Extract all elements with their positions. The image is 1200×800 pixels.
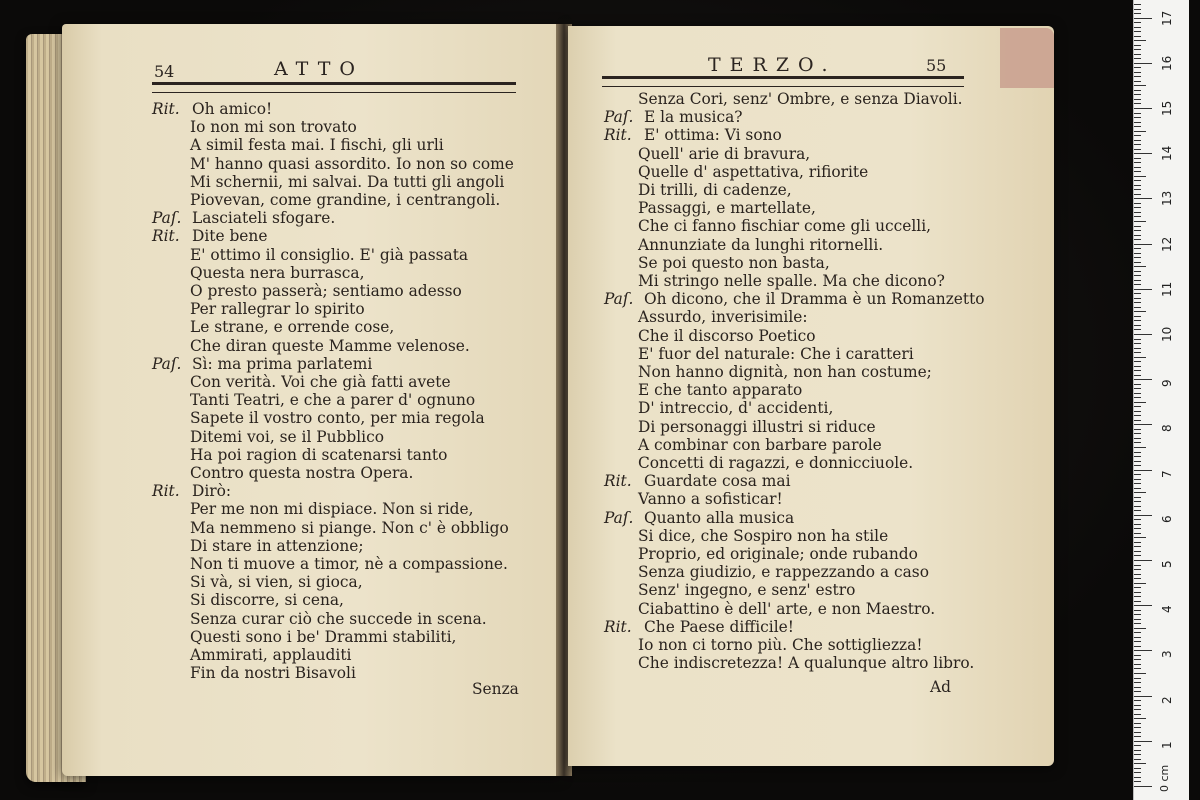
text-line: E' ottima: Vi sono xyxy=(644,126,782,145)
ruler-tick xyxy=(1134,370,1141,371)
text-line: Che Paese difficile! xyxy=(644,617,794,636)
ruler-tick xyxy=(1134,244,1152,245)
ruler-tick xyxy=(1134,85,1146,86)
left-page xyxy=(62,24,560,776)
ruler-tick xyxy=(1134,565,1141,566)
ruler-tick xyxy=(1134,479,1141,480)
ruler-tick xyxy=(1134,203,1141,204)
ruler-number: 17 xyxy=(1160,10,1174,26)
page-corner-tab xyxy=(1000,28,1054,88)
text-line: Ha poi ragion di scatenarsi tanto xyxy=(190,445,448,464)
ruler-tick xyxy=(1134,27,1141,28)
ruler-tick xyxy=(1134,302,1141,303)
speaker-label: Rit. xyxy=(604,617,632,636)
ruler-tick xyxy=(1134,316,1141,317)
ruler-tick xyxy=(1134,506,1141,507)
ruler-tick xyxy=(1134,420,1141,421)
ruler-tick xyxy=(1134,664,1141,665)
ruler-tick xyxy=(1134,605,1152,606)
ruler-tick xyxy=(1134,623,1141,624)
ruler-number: 8 xyxy=(1160,424,1174,433)
right-header-rule xyxy=(602,76,964,87)
ruler-tick xyxy=(1134,492,1146,493)
text-line: Questa nera burrasca, xyxy=(190,263,365,282)
ruler-tick xyxy=(1134,49,1141,50)
ruler-tick xyxy=(1134,777,1141,778)
text-line: Oh dicono, che il Dramma è un Romanzetto xyxy=(644,290,985,309)
ruler-tick xyxy=(1134,501,1141,502)
ruler-tick xyxy=(1134,393,1141,394)
ruler-tick xyxy=(1134,461,1141,462)
ruler-number: 6 xyxy=(1160,515,1174,523)
ruler-tick xyxy=(1134,158,1141,159)
left-catchword: Senza xyxy=(472,680,519,698)
ruler-tick xyxy=(1134,429,1141,430)
ruler-tick xyxy=(1134,727,1141,728)
right-page xyxy=(568,26,1054,766)
text-line: D' intreccio, d' accidenti, xyxy=(638,399,834,418)
ruler-tick xyxy=(1134,239,1141,240)
speaker-label: Paſ. xyxy=(152,209,182,228)
right-catchword: Ad xyxy=(930,678,951,696)
ruler-tick xyxy=(1134,54,1141,55)
ruler-number: 10 xyxy=(1160,326,1174,342)
ruler-tick xyxy=(1134,691,1141,692)
ruler-tick xyxy=(1134,637,1141,638)
ruler-tick xyxy=(1134,447,1146,448)
text-line: Se poi questo non basta, xyxy=(638,253,830,272)
ruler-tick xyxy=(1134,13,1141,14)
speaker-label: Rit. xyxy=(604,126,632,145)
ruler-tick xyxy=(1134,320,1141,321)
ruler-tick xyxy=(1134,628,1146,629)
text-line: Mi schernii, mi salvai. Da tutti gli angoli xyxy=(190,172,505,191)
ruler-tick xyxy=(1134,31,1141,32)
ruler-tick xyxy=(1134,714,1141,715)
ruler-tick xyxy=(1134,176,1146,177)
ruler-tick xyxy=(1134,497,1141,498)
ruler-tick xyxy=(1134,253,1141,254)
ruler-number: 1 xyxy=(1160,741,1174,749)
ruler-tick xyxy=(1134,113,1141,114)
ruler-tick xyxy=(1134,311,1146,312)
ruler-tick xyxy=(1134,122,1141,123)
ruler-tick xyxy=(1134,610,1141,611)
ruler-number: 7 xyxy=(1160,469,1174,478)
ruler-tick xyxy=(1134,366,1141,367)
ruler-tick xyxy=(1134,528,1141,529)
text-line: Assurdo, inverisimile: xyxy=(638,308,808,327)
ruler-tick xyxy=(1134,596,1141,597)
text-line: Questi sono i be' Drammi stabiliti, xyxy=(190,627,457,646)
ruler-tick xyxy=(1134,194,1141,195)
speaker-label: Paſ. xyxy=(604,290,634,309)
ruler-tick xyxy=(1134,207,1141,208)
ruler-tick xyxy=(1134,759,1141,760)
ruler-tick xyxy=(1134,786,1152,787)
ruler-tick xyxy=(1134,524,1141,525)
ruler-tick xyxy=(1134,149,1141,150)
ruler-tick xyxy=(1134,650,1152,651)
ruler-tick xyxy=(1134,781,1141,782)
text-line: Di trilli, di cadenze, xyxy=(638,181,792,199)
text-line: Di stare in attenzione; xyxy=(190,536,364,555)
text-line: Ma nemmeno si piange. Non c' è obbligo xyxy=(190,518,509,537)
right-page-number: 55 xyxy=(926,56,947,75)
text-line: Che diran queste Mamme velenose. xyxy=(190,336,470,355)
ruler-tick xyxy=(1134,406,1141,407)
ruler-tick xyxy=(1134,632,1141,633)
ruler-tick xyxy=(1134,117,1141,118)
left-header-rule xyxy=(152,82,516,93)
ruler-tick xyxy=(1134,678,1141,679)
ruler-tick xyxy=(1134,248,1141,249)
ruler-tick xyxy=(1134,763,1146,764)
ruler-tick xyxy=(1134,72,1141,73)
ruler-number: 13 xyxy=(1160,191,1174,207)
text-line: Senz' ingegno, e senz' estro xyxy=(638,581,856,600)
text-line: Che indiscretezza! A qualunque altro libro. xyxy=(638,654,975,673)
text-line: Dite bene xyxy=(192,227,268,246)
ruler-tick xyxy=(1134,433,1141,434)
ruler-tick xyxy=(1134,63,1152,64)
ruler-unit-label: 0 cm xyxy=(1158,764,1171,792)
ruler-tick xyxy=(1134,103,1141,104)
text-line: Ciabattino è dell' arte, e non Maestro. xyxy=(638,599,936,618)
ruler-tick xyxy=(1134,198,1152,199)
ruler-tick xyxy=(1134,456,1141,457)
text-line: Sì: ma prima parlatemi xyxy=(192,354,373,373)
speaker-label: Rit. xyxy=(152,482,180,501)
ruler-tick xyxy=(1134,153,1152,154)
ruler-tick xyxy=(1134,280,1141,281)
ruler-tick xyxy=(1134,601,1141,602)
text-line: O presto passerà; sentiamo adesso xyxy=(190,282,462,300)
text-line: Che il discorso Poetico xyxy=(638,326,816,345)
ruler-number: 5 xyxy=(1160,560,1174,568)
text-line: Annunziate da lunghi ritornelli. xyxy=(638,235,884,254)
ruler-tick xyxy=(1134,271,1141,272)
ruler-tick xyxy=(1134,614,1141,615)
text-line: Senza Cori, senz' Ombre, e senza Diavoli. xyxy=(638,90,963,108)
ruler-tick xyxy=(1134,289,1152,290)
ruler-tick xyxy=(1134,171,1141,172)
ruler-tick xyxy=(1134,415,1141,416)
ruler-tick xyxy=(1134,298,1141,299)
ruler-tick xyxy=(1134,745,1141,746)
ruler-tick xyxy=(1134,646,1141,647)
ruler-tick xyxy=(1134,226,1141,227)
ruler-number: 9 xyxy=(1160,379,1174,388)
ruler-tick xyxy=(1134,293,1141,294)
ruler-tick xyxy=(1134,452,1141,453)
ruler-tick xyxy=(1134,167,1141,168)
text-line: E la musica? xyxy=(644,108,743,127)
ruler-tick xyxy=(1134,384,1141,385)
text-line: Io non ci torno più. Che sottigliezza! xyxy=(638,636,923,654)
ruler-tick xyxy=(1134,555,1141,556)
ruler-tick xyxy=(1134,397,1141,398)
ruler-tick xyxy=(1134,709,1141,710)
text-line: Non ti muove a timor, nè a compassione. xyxy=(190,555,508,573)
ruler-tick xyxy=(1134,682,1141,683)
text-line: Oh amico! xyxy=(192,100,273,118)
ruler-tick xyxy=(1134,736,1141,737)
speaker-label: Paſ. xyxy=(604,108,634,127)
ruler-tick xyxy=(1134,551,1141,552)
ruler-number: 2 xyxy=(1160,695,1174,704)
ruler-tick xyxy=(1134,655,1141,656)
ruler-tick xyxy=(1134,705,1141,706)
text-line: E che tanto apparato xyxy=(638,381,803,400)
ruler-tick xyxy=(1134,18,1152,19)
speaker-label: Rit. xyxy=(152,227,180,246)
ruler-tick xyxy=(1134,388,1141,389)
text-line: Ammirati, applauditi xyxy=(190,646,352,664)
text-line: Concetti di ragazzi, e donnicciuole. xyxy=(638,454,914,472)
ruler-tick xyxy=(1134,533,1141,534)
text-line: Quell' arie di bravura, xyxy=(638,144,811,163)
ruler-tick xyxy=(1134,221,1146,222)
ruler-tick xyxy=(1134,266,1146,267)
ruler-tick xyxy=(1134,257,1141,258)
ruler-number: 16 xyxy=(1160,55,1174,71)
text-line: Si dice, che Sospiro non ha stile xyxy=(638,526,889,545)
speaker-label: Rit. xyxy=(604,472,632,491)
text-line: Sapete il vostro conto, per mia regola xyxy=(190,409,485,428)
ruler-tick xyxy=(1134,560,1152,561)
speaker-label: Paſ. xyxy=(604,508,634,527)
ruler-tick xyxy=(1134,619,1141,620)
ruler-tick xyxy=(1134,542,1141,543)
text-line: Non hanno dignità, non han costume; xyxy=(638,363,932,381)
measurement-ruler xyxy=(1133,0,1189,800)
text-line: Vanno a sofisticar! xyxy=(638,490,783,509)
ruler-tick xyxy=(1134,235,1141,236)
text-line: Si và, si vien, si gioca, xyxy=(190,573,363,592)
ruler-tick xyxy=(1134,750,1141,751)
ruler-tick xyxy=(1134,334,1152,335)
ruler-tick xyxy=(1134,339,1141,340)
ruler-tick xyxy=(1134,94,1141,95)
ruler-tick xyxy=(1134,696,1152,697)
ruler-tick xyxy=(1134,22,1141,23)
text-line: Passaggi, e martellate, xyxy=(638,199,816,218)
ruler-tick xyxy=(1134,99,1141,100)
ruler-tick xyxy=(1134,216,1141,217)
ruler-tick xyxy=(1134,768,1141,769)
text-line: Le strane, e orrende cose, xyxy=(190,318,395,337)
ruler-tick xyxy=(1134,510,1141,511)
ruler-tick xyxy=(1134,569,1141,570)
text-line: Fin da nostri Bisavoli xyxy=(190,664,356,683)
text-line: Senza curar ciò che succede in scena. xyxy=(190,609,487,628)
ruler-tick xyxy=(1134,411,1141,412)
ruler-tick xyxy=(1134,673,1146,674)
left-running-head: ATTO xyxy=(274,58,364,80)
ruler-tick xyxy=(1134,36,1141,37)
text-line: Di personaggi illustri si riduce xyxy=(638,417,876,436)
ruler-tick xyxy=(1134,474,1141,475)
text-line: Per me non mi dispiace. Non si ride, xyxy=(190,500,474,519)
ruler-tick xyxy=(1134,352,1141,353)
ruler-tick xyxy=(1134,357,1146,358)
ruler-number: 15 xyxy=(1160,100,1174,116)
ruler-tick xyxy=(1134,45,1141,46)
ruler-tick xyxy=(1134,546,1141,547)
ruler-tick xyxy=(1134,741,1152,742)
ruler-tick xyxy=(1134,772,1141,773)
text-line: Ditemi voi, se il Pubblico xyxy=(190,427,384,446)
text-line: E' fuor del naturale: Che i caratteri xyxy=(638,344,914,363)
ruler-tick xyxy=(1134,185,1141,186)
ruler-tick xyxy=(1134,424,1152,425)
ruler-tick xyxy=(1134,230,1141,231)
ruler-tick xyxy=(1134,641,1141,642)
ruler-tick xyxy=(1134,587,1141,588)
ruler-tick xyxy=(1134,488,1141,489)
ruler-tick xyxy=(1134,307,1141,308)
speaker-label: Rit. xyxy=(152,100,180,118)
left-page-number: 54 xyxy=(154,62,175,81)
text-line: Quelle d' aspettativa, rifiorite xyxy=(638,162,869,181)
ruler-tick xyxy=(1134,483,1141,484)
ruler-tick xyxy=(1134,76,1141,77)
text-line: M' hanno quasi assordito. Io non so come xyxy=(190,154,514,173)
right-running-head: TERZO. xyxy=(708,54,837,76)
ruler-tick xyxy=(1134,574,1141,575)
text-line: Io non mi son trovato xyxy=(190,118,357,137)
text-line: Proprio, ed originale; onde rubando xyxy=(638,545,918,563)
ruler-tick xyxy=(1134,379,1152,380)
ruler-tick xyxy=(1134,718,1146,719)
ruler-tick xyxy=(1134,180,1141,181)
ruler-tick xyxy=(1134,144,1141,145)
text-line: Mi stringo nelle spalle. Ma che dicono? xyxy=(638,272,945,290)
text-line: Contro questa nostra Opera. xyxy=(190,464,414,482)
ruler-tick xyxy=(1134,578,1141,579)
ruler-tick xyxy=(1134,592,1141,593)
ruler-tick xyxy=(1134,9,1141,10)
ruler-tick xyxy=(1134,40,1146,41)
speaker-label: Paſ. xyxy=(152,354,182,373)
text-line: Senza giudizio, e rappezzando a caso xyxy=(638,563,929,582)
ruler-number: 4 xyxy=(1160,605,1174,614)
ruler-number: 11 xyxy=(1160,281,1174,297)
ruler-tick xyxy=(1134,140,1141,141)
ruler-tick xyxy=(1134,67,1141,68)
ruler-tick xyxy=(1134,212,1141,213)
ruler-tick xyxy=(1134,442,1141,443)
ruler-tick xyxy=(1134,343,1141,344)
ruler-tick xyxy=(1134,438,1141,439)
text-line: Per rallegrar lo spirito xyxy=(190,300,365,319)
ruler-tick xyxy=(1134,135,1141,136)
ruler-tick xyxy=(1134,470,1152,471)
ruler-tick xyxy=(1134,275,1141,276)
text-line: Piovevan, come grandine, i centrangoli. xyxy=(190,191,501,209)
ruler-number: 14 xyxy=(1160,145,1174,162)
ruler-tick xyxy=(1134,700,1141,701)
ruler-tick xyxy=(1134,126,1141,127)
ruler-tick xyxy=(1134,687,1141,688)
text-line: Quanto alla musica xyxy=(644,508,795,527)
ruler-tick xyxy=(1134,537,1146,538)
text-line: Guardate cosa mai xyxy=(644,472,791,491)
text-line: Che ci fanno fischiar come gli uccelli, xyxy=(638,217,932,236)
ruler-tick xyxy=(1134,189,1141,190)
ruler-tick xyxy=(1134,262,1141,263)
ruler-tick xyxy=(1134,131,1146,132)
text-line: Con verità. Voi che già fatti avete xyxy=(190,373,451,391)
ruler-tick xyxy=(1134,361,1141,362)
ruler-tick xyxy=(1134,754,1141,755)
text-line: Si discorre, si cena, xyxy=(190,591,344,610)
ruler-tick xyxy=(1134,162,1141,163)
text-line: Dirò: xyxy=(192,482,232,501)
ruler-tick xyxy=(1134,583,1146,584)
ruler-tick xyxy=(1134,348,1141,349)
ruler-number: 3 xyxy=(1160,650,1174,659)
ruler-tick xyxy=(1134,402,1146,403)
ruler-tick xyxy=(1134,515,1152,516)
ruler-tick xyxy=(1134,732,1141,733)
ruler-tick xyxy=(1134,58,1141,59)
ruler-tick xyxy=(1134,325,1141,326)
ruler-tick xyxy=(1134,659,1141,660)
ruler-tick xyxy=(1134,284,1141,285)
text-line: Tanti Teatri, e che a parer d' ognuno xyxy=(190,391,476,410)
ruler-tick xyxy=(1134,108,1152,109)
ruler-tick xyxy=(1134,375,1141,376)
ruler-tick xyxy=(1134,4,1141,5)
ruler-tick xyxy=(1134,723,1141,724)
ruler-number: 12 xyxy=(1160,236,1174,252)
ruler-tick xyxy=(1134,90,1141,91)
ruler-tick xyxy=(1134,465,1141,466)
text-line: E' ottimo il consiglio. E' già passata xyxy=(190,245,469,264)
text-line: Lasciateli sfogare. xyxy=(192,209,336,228)
ruler-tick xyxy=(1134,668,1141,669)
ruler-tick xyxy=(1134,81,1141,82)
text-line: A simil festa mai. I fischi, gli urli xyxy=(190,136,444,155)
ruler-tick xyxy=(1134,329,1141,330)
text-line: A combinar con barbare parole xyxy=(638,435,882,454)
ruler-tick xyxy=(1134,519,1141,520)
